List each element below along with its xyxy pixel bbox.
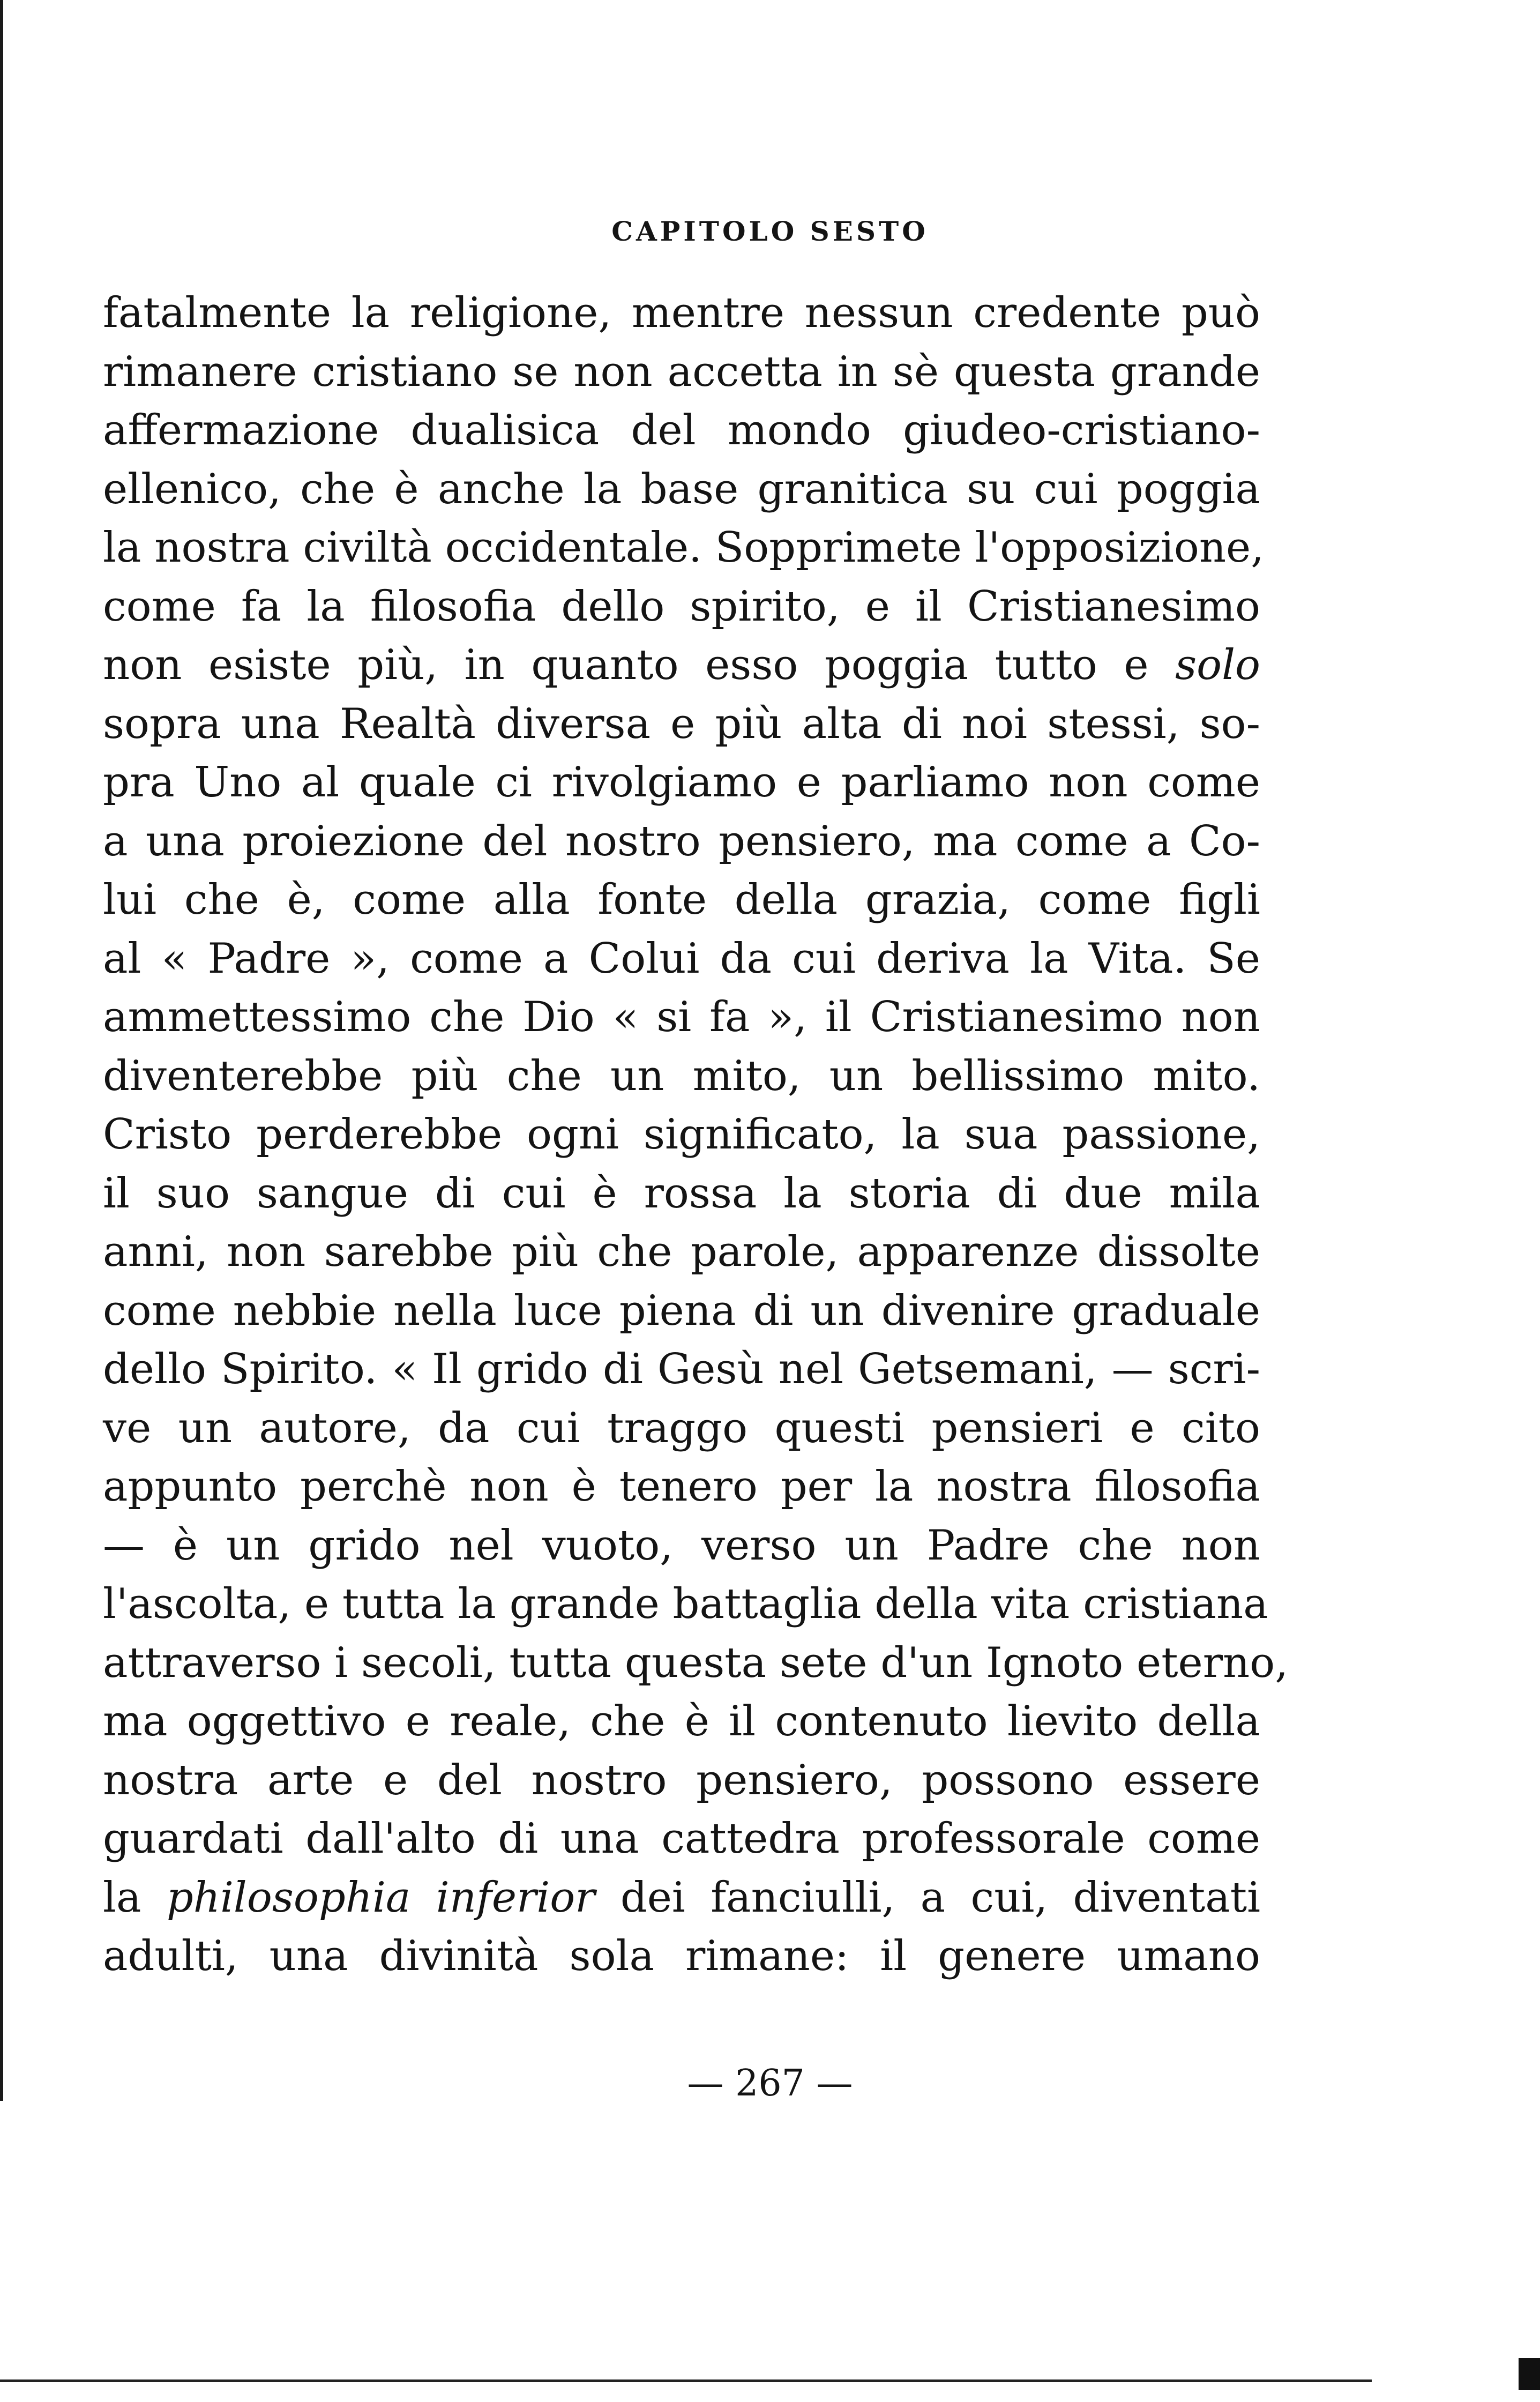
italic-phrase: philosophia inferior bbox=[166, 1873, 595, 1922]
bottom-rule bbox=[0, 2379, 1372, 2382]
text-line: — è un grido nel vuoto, verso un Padre che non bbox=[103, 1521, 1260, 1570]
text-line: nostra arte e del nostro pensiero, possono essere bbox=[103, 1756, 1260, 1804]
text-segment: la bbox=[103, 1873, 141, 1922]
text-line: anni, non sarebbe più che parole, apparenze dissolte bbox=[103, 1228, 1260, 1276]
text-line: ellenico, che è anche la base granitica su cui poggia bbox=[103, 465, 1260, 513]
running-header: CAPITOLO SESTO bbox=[611, 215, 929, 247]
body-text bbox=[103, 284, 1288, 1986]
text-line: affermazione dualisica del mondo giudeo-cristiano- bbox=[103, 406, 1260, 454]
italic-word: solo bbox=[1175, 641, 1261, 689]
text-line bbox=[103, 1869, 1260, 1928]
text-line: sopra una Realtà diversa e più alta di noi stessi, so- bbox=[103, 699, 1260, 748]
text-line: pra Uno al quale ci rivolgiamo e parliamo non come bbox=[103, 758, 1260, 807]
text-line: lui che è, come alla fonte della grazia, come figli bbox=[103, 876, 1260, 924]
text-line: attraverso i secoli, tutta questa sete d'un Ignoto eterno, bbox=[103, 1638, 1288, 1687]
text-segment: non esiste più, in quanto esso poggia tutto e bbox=[103, 641, 1149, 689]
text-line: come nebbie nella luce piena di un divenire graduale bbox=[103, 1286, 1260, 1335]
corner-mark bbox=[1519, 2358, 1540, 2390]
text-line: come fa la filosofia dello spirito, e il Cristianesimo bbox=[103, 582, 1260, 631]
text-line: guardati dall'alto di una cattedra professorale come bbox=[103, 1815, 1260, 1863]
text-line: al « Padre », come a Colui da cui deriva la Vita. Se bbox=[103, 934, 1260, 983]
text-line: a una proiezione del nostro pensiero, ma come a Co- bbox=[103, 817, 1260, 866]
text-line: dello Spirito. « Il grido di Gesù nel Getsemani, — scri- bbox=[103, 1345, 1260, 1393]
page-edge-shadow bbox=[0, 0, 3, 2101]
text-segment: dei fanciulli, a cui, diventati bbox=[620, 1873, 1261, 1922]
text-line: Cristo perderebbe ogni significato, la sua passione, bbox=[103, 1110, 1260, 1159]
page-number: — 267 — bbox=[687, 2062, 853, 2105]
text-line: la nostra civiltà occidentale. Sopprimete l'opposizione, bbox=[103, 524, 1265, 572]
text-line: il suo sangue di cui è rossa la storia di due mila bbox=[103, 1169, 1260, 1218]
text-line: appunto perchè non è tenero per la nostra filosofia bbox=[103, 1463, 1260, 1511]
text-line: diventerebbe più che un mito, un bellissimo mito. bbox=[103, 1051, 1260, 1100]
text-line: l'ascolta, e tutta la grande battaglia della vita cristiana bbox=[103, 1580, 1268, 1628]
text-line: ma oggettivo e reale, che è il contenuto lievito della bbox=[103, 1697, 1260, 1745]
text-line bbox=[103, 636, 1260, 695]
text-line: fatalmente la religione, mentre nessun credente può bbox=[103, 289, 1260, 337]
text-line: ammettessimo che Dio « si fa », il Cristianesimo non bbox=[103, 993, 1260, 1041]
text-line: adulti, una divinità sola rimane: il genere umano bbox=[103, 1932, 1260, 1980]
text-line: ve un autore, da cui traggo questi pensieri e cito bbox=[103, 1404, 1260, 1452]
text-line: rimanere cristiano se non accetta in sè questa grande bbox=[103, 347, 1260, 396]
